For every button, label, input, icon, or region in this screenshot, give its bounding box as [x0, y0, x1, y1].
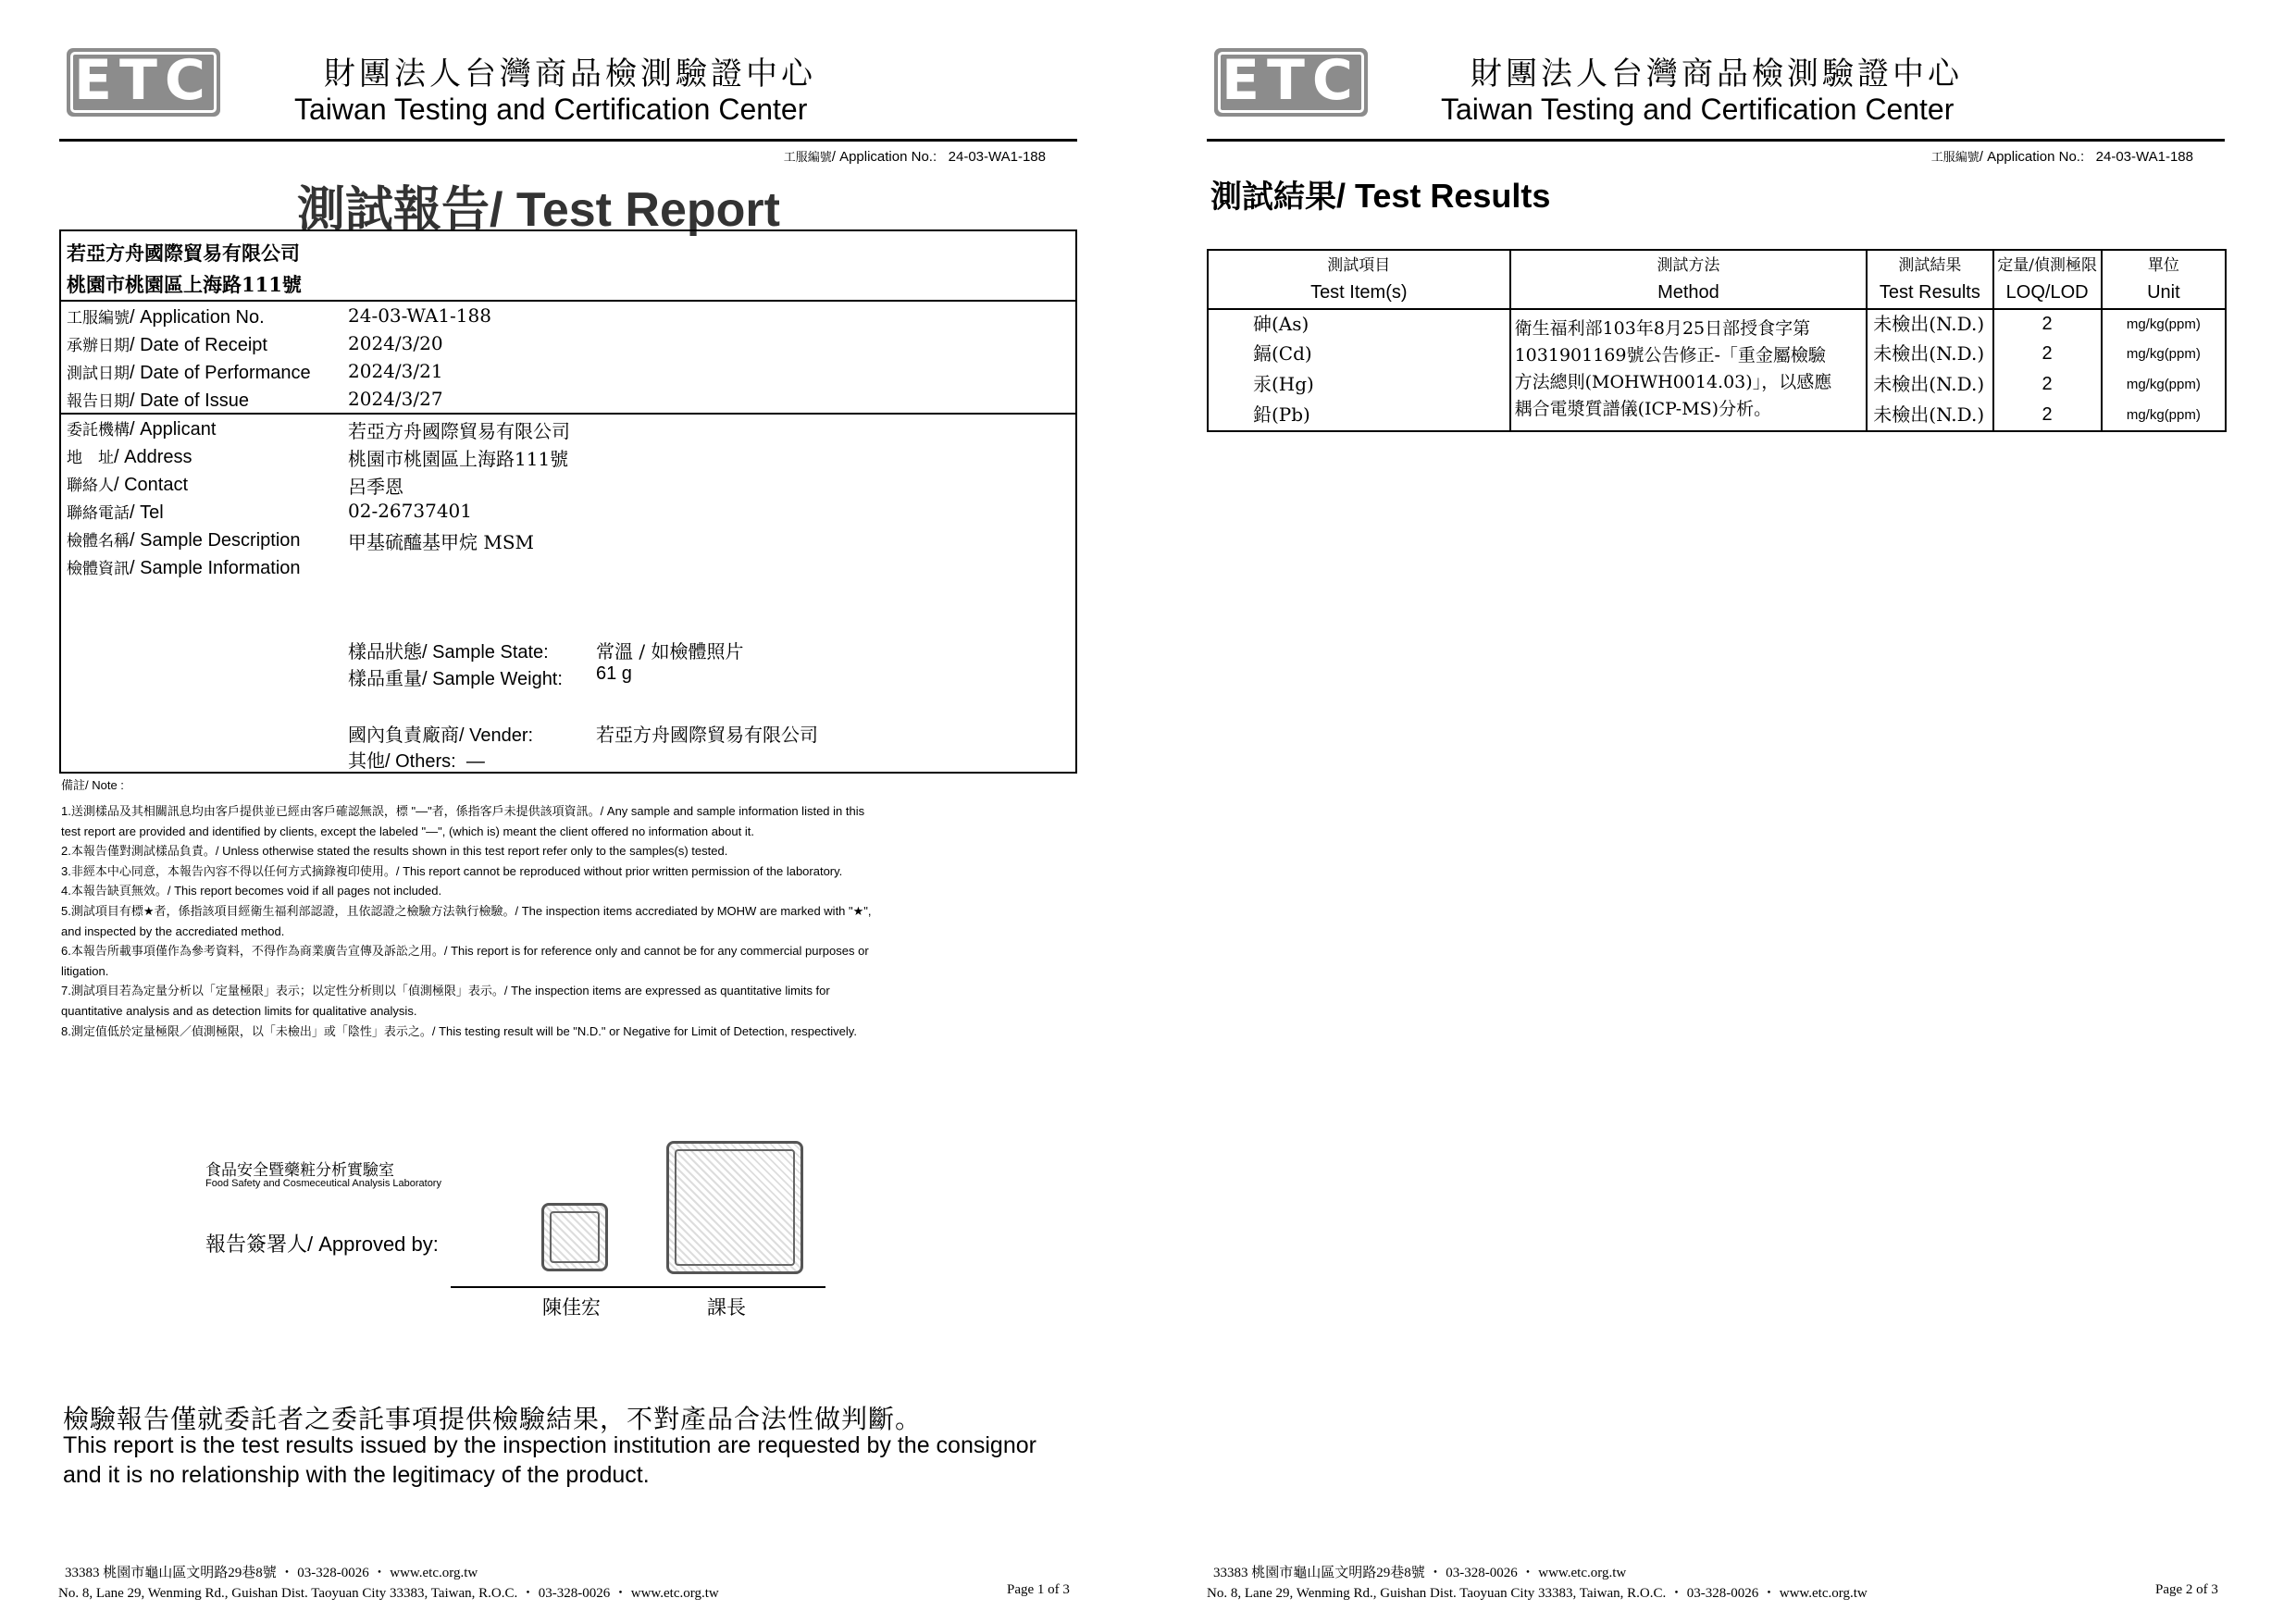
- cell-unit: mg/kg(ppm): [2102, 340, 2226, 370]
- column-header-unit: 單位 Unit: [2102, 250, 2226, 309]
- field-label: 承辦日期/ Date of Receipt: [67, 335, 267, 355]
- lab-name-zh: 食品安全暨藥粧分析實驗室: [205, 1161, 394, 1180]
- cell-loq: 2: [1993, 309, 2102, 340]
- etc-logo: [67, 48, 220, 117]
- field-label: 地 址/ Address: [67, 447, 192, 467]
- disclaimer-zh: 檢驗報告僅就委託者之委託事項提供檢驗結果，不對產品合法性做判斷。: [63, 1404, 923, 1434]
- application-number: 工服編號/ Application No.: 24-03-WA1-188: [783, 149, 1046, 165]
- applicant-section-divider: [61, 413, 1075, 415]
- field-label: 測試日期/ Date of Performance: [67, 363, 311, 383]
- cell-item: 汞(Hg): [1208, 370, 1510, 401]
- cell-unit: mg/kg(ppm): [2102, 401, 2226, 431]
- lab-name-en: Food Safety and Cosmeceutical Analysis Laboratory: [205, 1178, 441, 1189]
- cell-result: 未檢出(N.D.): [1867, 340, 1992, 370]
- report-page-2: [1148, 0, 2296, 1623]
- disclaimer-en-line-1: This report is the test results issued by the inspection institution are requested by the consignor: [63, 1432, 1036, 1458]
- org-name-zh: 財團法人台灣商品檢測驗證中心: [324, 56, 816, 93]
- field-label: 工服編號/ Application No.: [67, 307, 265, 328]
- cell-result: 未檢出(N.D.): [1867, 401, 1992, 431]
- application-number: 工服編號/ Application No.: 24-03-WA1-188: [1930, 149, 2193, 165]
- footer-address-zh: 33383 桃園市龜山區文明路29巷8號 ・ 03-328-0026 ・ www.etc.org.tw: [65, 1566, 478, 1580]
- cell-item: 鉛(Pb): [1208, 401, 1510, 431]
- field-value: 2024/3/20: [348, 332, 443, 354]
- field-value: 甲基硫醯基甲烷 MSM: [348, 531, 535, 553]
- footer-address-en: No. 8, Lane 29, Wenming Rd., Guishan Dist. Taoyuan City 33383, Taiwan, R.O.C. ・ 03-328-0026 ・ www.etc.org.tw: [1207, 1586, 1868, 1601]
- signature-line: [451, 1286, 825, 1288]
- signer-title: 課長: [707, 1296, 746, 1319]
- page-number: Page 2 of 3: [2155, 1582, 2218, 1597]
- field-value: 2024/3/27: [348, 388, 443, 410]
- cell-result: 未檢出(N.D.): [1867, 309, 1992, 340]
- field-value: 24-03-WA1-188: [348, 304, 491, 327]
- cell-item: 砷(As): [1208, 309, 1510, 340]
- sample-weight: 樣品重量/ Sample Weight:: [348, 667, 563, 689]
- note-line: 8.測定值低於定量極限／偵測極限，以「未檢出」或「陰性」表示之。/ This testing result will be "N.D." or Negative for Limit of Detection, respectively.: [61, 1023, 857, 1038]
- note-line: 7.測試項目若為定量分析以「定量極限」表示；以定性分析則以「偵測極限」表示。/ The inspection items are expressed as quantitative limits for: [61, 984, 830, 998]
- results-title: 測試結果/ Test Results: [1210, 177, 1551, 216]
- column-header-item: 測試項目 Test Item(s): [1208, 250, 1510, 309]
- column-header-result: 測試結果 Test Results: [1867, 250, 1992, 309]
- footer-address-en: No. 8, Lane 29, Wenming Rd., Guishan Dist. Taoyuan City 33383, Taiwan, R.O.C. ・ 03-328-0026 ・ www.etc.org.tw: [58, 1586, 719, 1601]
- cell-loq: 2: [1993, 401, 2102, 431]
- cell-unit: mg/kg(ppm): [2102, 370, 2226, 401]
- cell-loq: 2: [1993, 340, 2102, 370]
- etc-logo: [1214, 48, 1368, 117]
- cell-result: 未檢出(N.D.): [1867, 370, 1992, 401]
- note-line: quantitative analysis and as detection limits for qualitative analysis.: [61, 1004, 417, 1018]
- cell-method: 衛生福利部103年8月25日部授食字第 1031901169號公告修正-「重金屬檢驗 方法總則(MOHWH0014.03)」，以感應 耦合電漿質譜儀(ICP-MS)分析。: [1510, 309, 1868, 431]
- cell-item: 鎘(Cd): [1208, 340, 1510, 370]
- table-header-row: [1208, 250, 2226, 309]
- field-value: 呂季恩: [348, 476, 403, 498]
- column-header-method: 測試方法 Method: [1510, 250, 1868, 309]
- field-value: 02-26737401: [348, 500, 473, 522]
- note-line: test report are provided and identified by clients, except the labeled "—", (which is) meant the client offered no information about it.: [61, 824, 754, 838]
- note-line: 1.送測樣品及其相關訊息均由客戶提供並已經由客戶確認無誤，標 "—"者，係指客戶未提供該項資訊。/ Any sample and sample information listed in this: [61, 804, 865, 818]
- org-name-en: Taiwan Testing and Certification Center: [1441, 93, 1955, 126]
- approved-by-label: 報告簽署人/ Approved by:: [205, 1233, 439, 1257]
- footer-address-zh: 33383 桃園市龜山區文明路29巷8號 ・ 03-328-0026 ・ www.etc.org.tw: [1213, 1566, 1627, 1580]
- others: 其他/ Others: —: [348, 750, 485, 772]
- header-divider: [59, 139, 1077, 142]
- cell-unit: mg/kg(ppm): [2102, 309, 2226, 340]
- org-name-en: Taiwan Testing and Certification Center: [294, 93, 808, 126]
- field-label: 檢體資訊/ Sample Information: [67, 558, 301, 578]
- field-label: 聯絡電話/ Tel: [67, 502, 164, 523]
- sample-weight-value: 61 g: [596, 663, 632, 684]
- company-name: 若亞方舟國際貿易有限公司: [67, 242, 300, 265]
- note-line: and inspected by the accrediated method.: [61, 923, 285, 938]
- vendor: 國內負責廠商/ Vender:: [348, 724, 534, 746]
- table-row: [1208, 309, 2226, 340]
- logo-text: ETC: [74, 48, 213, 113]
- field-value: 若亞方舟國際貿易有限公司: [348, 420, 570, 442]
- disclaimer-en-line-2: and it is no relationship with the legitimacy of the product.: [63, 1462, 650, 1488]
- field-value: 2024/3/21: [348, 360, 443, 382]
- test-results-table: [1207, 249, 2227, 432]
- sample-state-value: 常溫 / 如檢體照片: [596, 640, 744, 663]
- org-name-zh: 財團法人台灣商品檢測驗證中心: [1471, 56, 1963, 93]
- signer-name: 陳佳宏: [542, 1296, 601, 1319]
- field-label: 聯絡人/ Contact: [67, 475, 189, 495]
- note-line: litigation.: [61, 963, 109, 978]
- header-divider: [1207, 139, 2225, 142]
- field-label: 委託機構/ Applicant: [67, 419, 217, 440]
- dates-section-divider: [61, 300, 1075, 302]
- official-seal: [666, 1141, 803, 1274]
- vendor-value: 若亞方舟國際貿易有限公司: [596, 724, 818, 746]
- cell-loq: 2: [1993, 370, 2102, 401]
- field-label: 報告日期/ Date of Issue: [67, 390, 249, 411]
- column-header-loq: 定量/偵測極限 LOQ/LOD: [1993, 250, 2102, 309]
- note-line: 6.本報告所載事項僅作為參考資料，不得作為商業廣告宣傳及訴訟之用。/ This report is for reference only and cannot be for any commercial purposes or: [61, 944, 869, 959]
- note-line: 2.本報告僅對測試樣品負責。/ Unless otherwise stated the results shown in this test report refer only to the samples(s) tested.: [61, 844, 728, 859]
- sample-state: 樣品狀態/ Sample State:: [348, 640, 549, 663]
- company-address: 桃園市桃園區上海路111號: [67, 273, 302, 296]
- field-value: 桃園市桃園區上海路111號: [348, 448, 569, 470]
- note-line: 3.非經本中心同意，本報告內容不得以任何方式摘錄複印使用。/ This report cannot be reproduced without prior written permission of the laboratory.: [61, 863, 843, 878]
- field-label: 檢體名稱/ Sample Description: [67, 530, 301, 551]
- page-number: Page 1 of 3: [1007, 1582, 1070, 1597]
- note-line: 5.測試項目有標★者，係指該項目經衛生福利部認證，且依認證之檢驗方法執行檢驗。/ The inspection items accrediated by MOHW are marked with "★",: [61, 904, 872, 918]
- note-header: 備註/ Note :: [61, 778, 124, 792]
- logo-text: ETC: [1222, 48, 1360, 113]
- report-info-box: [59, 229, 1077, 774]
- signer-seal: [541, 1203, 608, 1271]
- note-line: 4.本報告缺頁無效。/ This report becomes void if all pages not included.: [61, 884, 442, 898]
- report-title: 測試報告/ Test Report: [297, 181, 780, 238]
